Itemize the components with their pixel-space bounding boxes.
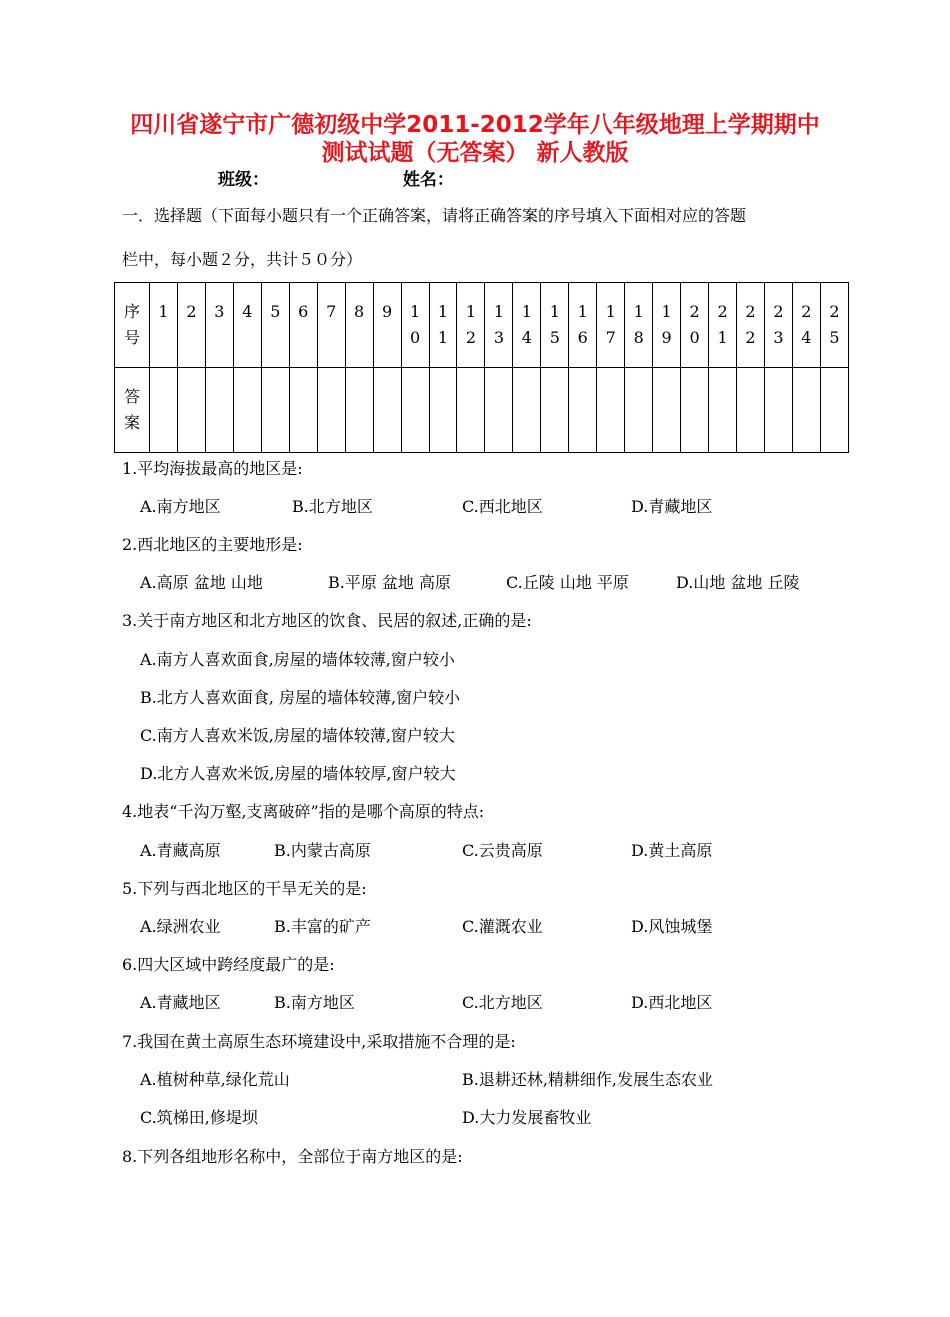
- question-stem: 3.关于南方地区和北方地区的饮食、民居的叙述,正确的是:: [122, 611, 532, 630]
- spacer: [290, 325, 317, 351]
- answer-input-cell[interactable]: [597, 368, 625, 453]
- question-number-digit: 4: [242, 302, 253, 321]
- question-number-cell: [681, 283, 709, 368]
- spacer: [234, 325, 261, 351]
- answer-input-cell[interactable]: [737, 368, 765, 453]
- question-number-digit: 4: [521, 328, 532, 347]
- question-number-digit: 7: [605, 328, 616, 347]
- question-number-cell: [233, 283, 261, 368]
- answer-option: C.筑梯田,修堤坝: [140, 1108, 258, 1127]
- spacer: [262, 325, 289, 351]
- question-number-cell: [597, 283, 625, 368]
- question-number-cell: [177, 283, 205, 368]
- answer-input-cell[interactable]: [569, 368, 597, 453]
- question-number-digit: 7: [326, 302, 337, 321]
- answer-table-answer-row: [115, 368, 849, 453]
- question-number-digit: 0: [689, 328, 700, 347]
- question-stem: 7.我国在黄土高原生态环境建设中,采取措施不合理的是:: [122, 1032, 516, 1051]
- question-number-cell: [737, 283, 765, 368]
- number-header-char: 序: [123, 302, 140, 321]
- answer-option: C.北方地区: [462, 993, 543, 1012]
- question-number-digit: 9: [382, 302, 393, 321]
- spacer: [206, 325, 233, 351]
- answer-input-cell[interactable]: [150, 368, 178, 453]
- question-number-cell: [373, 283, 401, 368]
- question-number-digit: 0: [409, 328, 421, 347]
- question-number-digit: 3: [214, 302, 225, 321]
- question-number-digit: 5: [549, 328, 560, 347]
- answer-option: B.平原 盆地 高原: [328, 573, 452, 592]
- question-number-cell: [317, 283, 345, 368]
- question-number-cell: [513, 283, 541, 368]
- answer-option: C.云贵高原: [462, 841, 543, 860]
- answer-option: A.绿洲农业: [140, 917, 221, 936]
- answer-input-cell[interactable]: [345, 368, 373, 453]
- name-label: 姓名：: [402, 170, 454, 190]
- question-number-cell: [429, 283, 457, 368]
- question-number-digit: 4: [801, 328, 812, 347]
- question-number-digit: 3: [773, 328, 784, 347]
- answer-input-cell[interactable]: [233, 368, 261, 453]
- question-stem: 5.下列与西北地区的干旱无关的是:: [122, 879, 367, 898]
- answer-option: D.山地 盆地 丘陵: [676, 573, 800, 592]
- question-number-digit: 6: [298, 302, 309, 321]
- question-number-digit: 1: [521, 302, 532, 321]
- question-number-cell: [541, 283, 569, 368]
- question-number-cell: [764, 283, 792, 368]
- answer-option: B.内蒙古高原: [274, 841, 371, 860]
- question-number-digit: 5: [829, 328, 840, 347]
- answer-input-cell[interactable]: [820, 368, 848, 453]
- answer-input-cell[interactable]: [764, 368, 792, 453]
- student-info-fields: [218, 165, 454, 190]
- answer-input-cell[interactable]: [653, 368, 681, 453]
- spacer: [318, 325, 345, 351]
- answer-option: D.黄土高原: [631, 841, 713, 860]
- question-number-digit: 2: [773, 302, 784, 321]
- answer-option: C.丘陵 山地 平原: [506, 573, 629, 592]
- question-number-cell: [709, 283, 737, 368]
- answer-input-cell[interactable]: [681, 368, 709, 453]
- question-number-digit: 1: [437, 302, 449, 321]
- spacer: [150, 325, 177, 351]
- question-number-digit: 9: [661, 328, 672, 347]
- answer-option: B.丰富的矿产: [274, 917, 371, 936]
- answer-header-char: 答: [123, 387, 140, 406]
- answer-table-number-row: [115, 283, 849, 368]
- question-number-cell: [792, 283, 820, 368]
- question-stem: 8.下列各组地形名称中，全部位于南方地区的是:: [122, 1147, 463, 1166]
- answer-option: A.青藏高原: [140, 841, 221, 860]
- question-number-digit: 1: [437, 328, 449, 347]
- number-header-char: 号: [123, 328, 140, 347]
- answer-input-cell[interactable]: [541, 368, 569, 453]
- question-number-digit: 1: [549, 302, 560, 321]
- section-instruction-line1: 一．选择题（下面每小题只有一个正确答案，请将正确答案的序号填入下面相对应的答题: [122, 206, 747, 225]
- answer-input-cell[interactable]: [625, 368, 653, 453]
- answer-option: D.西北地区: [631, 993, 713, 1012]
- question-number-digit: 2: [717, 302, 728, 321]
- spacer: [374, 325, 401, 351]
- answer-option: A.南方地区: [140, 497, 221, 516]
- question-number-digit: 8: [633, 328, 644, 347]
- question-number-digit: 1: [717, 328, 728, 347]
- answer-option: D.风蚀城堡: [631, 917, 713, 936]
- answer-option: A.南方人喜欢面食,房屋的墙体较薄,窗户较小: [140, 650, 455, 669]
- question-number-digit: 1: [605, 302, 616, 321]
- answer-input-cell[interactable]: [401, 368, 429, 453]
- answer-option: C.西北地区: [462, 497, 543, 516]
- class-label: 班级：: [218, 170, 269, 190]
- answer-input-cell[interactable]: [709, 368, 737, 453]
- question-number-cell: [457, 283, 485, 368]
- answer-input-cell[interactable]: [177, 368, 205, 453]
- question-number-cell: [820, 283, 848, 368]
- question-number-cell: [261, 283, 289, 368]
- question-number-digit: 5: [270, 302, 281, 321]
- number-header-cell: [115, 283, 150, 368]
- question-number-cell: [485, 283, 513, 368]
- answer-option: D.大力发展畜牧业: [462, 1108, 592, 1127]
- question-number-cell: [345, 283, 373, 368]
- answer-option: B.北方地区: [292, 497, 373, 516]
- question-stem: 2.西北地区的主要地形是:: [122, 535, 303, 554]
- answer-option: A.青藏地区: [140, 993, 221, 1012]
- question-number-digit: 1: [577, 302, 588, 321]
- answer-option: A.高原 盆地 山地: [140, 573, 263, 592]
- question-stem: 6.四大区域中跨经度最广的是:: [122, 955, 335, 974]
- spacer: [346, 325, 373, 351]
- answer-input-cell[interactable]: [429, 368, 457, 453]
- question-number-digit: 2: [801, 302, 812, 321]
- question-stem: 4.地表“千沟万壑,支离破碎”指的是哪个高原的特点:: [122, 802, 485, 821]
- answer-header-char: 案: [123, 413, 140, 432]
- question-number-cell: [569, 283, 597, 368]
- answer-table: [114, 282, 849, 453]
- answer-option: C.南方人喜欢米饭,房屋的墙体较薄,窗户较大: [140, 726, 455, 745]
- question-number-digit: 8: [354, 302, 365, 321]
- section-instruction-line2: 栏中，每小题２分，共计５０分）: [122, 250, 363, 269]
- document-title-line1: 四川省遂宁市广德初级中学2011-2012学年八年级地理上学期期中: [130, 112, 820, 138]
- answer-option: D.北方人喜欢米饭,房屋的墙体较厚,窗户较大: [140, 764, 456, 783]
- question-number-digit: 1: [158, 302, 169, 321]
- question-stem: 1.平均海拔最高的地区是:: [122, 459, 303, 478]
- document-title-line2: 测试试题（无答案） 新人教版: [321, 140, 629, 166]
- question-number-digit: 2: [745, 302, 756, 321]
- question-number-digit: 1: [661, 302, 672, 321]
- answer-input-cell[interactable]: [457, 368, 485, 453]
- answer-input-cell[interactable]: [513, 368, 541, 453]
- question-number-cell: [625, 283, 653, 368]
- question-number-digit: 1: [465, 302, 477, 321]
- answer-option: A.植树种草,绿化荒山: [140, 1070, 290, 1089]
- question-number-digit: 1: [633, 302, 644, 321]
- answer-option: C.灌溉农业: [462, 917, 543, 936]
- answer-header-cell: [115, 368, 150, 453]
- answer-option: D.青藏地区: [631, 497, 713, 516]
- question-number-digit: 2: [829, 302, 840, 321]
- question-number-cell: [150, 283, 178, 368]
- answer-input-cell[interactable]: [205, 368, 233, 453]
- answer-input-cell[interactable]: [289, 368, 317, 453]
- question-number-digit: 1: [409, 302, 421, 321]
- question-number-digit: 1: [493, 302, 504, 321]
- question-number-cell: [205, 283, 233, 368]
- answer-option: B.退耕还林,精耕细作,发展生态农业: [462, 1070, 714, 1089]
- answer-input-cell[interactable]: [373, 368, 401, 453]
- question-number-cell: [401, 283, 429, 368]
- question-number-digit: 2: [186, 302, 197, 321]
- answer-option: B.南方地区: [274, 993, 355, 1012]
- answer-input-cell[interactable]: [792, 368, 820, 453]
- spacer: [178, 325, 205, 351]
- question-number-digit: 2: [689, 302, 700, 321]
- question-number-cell: [653, 283, 681, 368]
- question-number-digit: 6: [577, 328, 588, 347]
- question-number-digit: 2: [745, 328, 756, 347]
- question-number-digit: 2: [465, 328, 477, 347]
- answer-input-cell[interactable]: [317, 368, 345, 453]
- question-number-digit: 3: [493, 328, 504, 347]
- answer-option: B.北方人喜欢面食, 房屋的墙体较薄,窗户较小: [140, 688, 461, 707]
- answer-input-cell[interactable]: [485, 368, 513, 453]
- answer-input-cell[interactable]: [261, 368, 289, 453]
- question-number-cell: [289, 283, 317, 368]
